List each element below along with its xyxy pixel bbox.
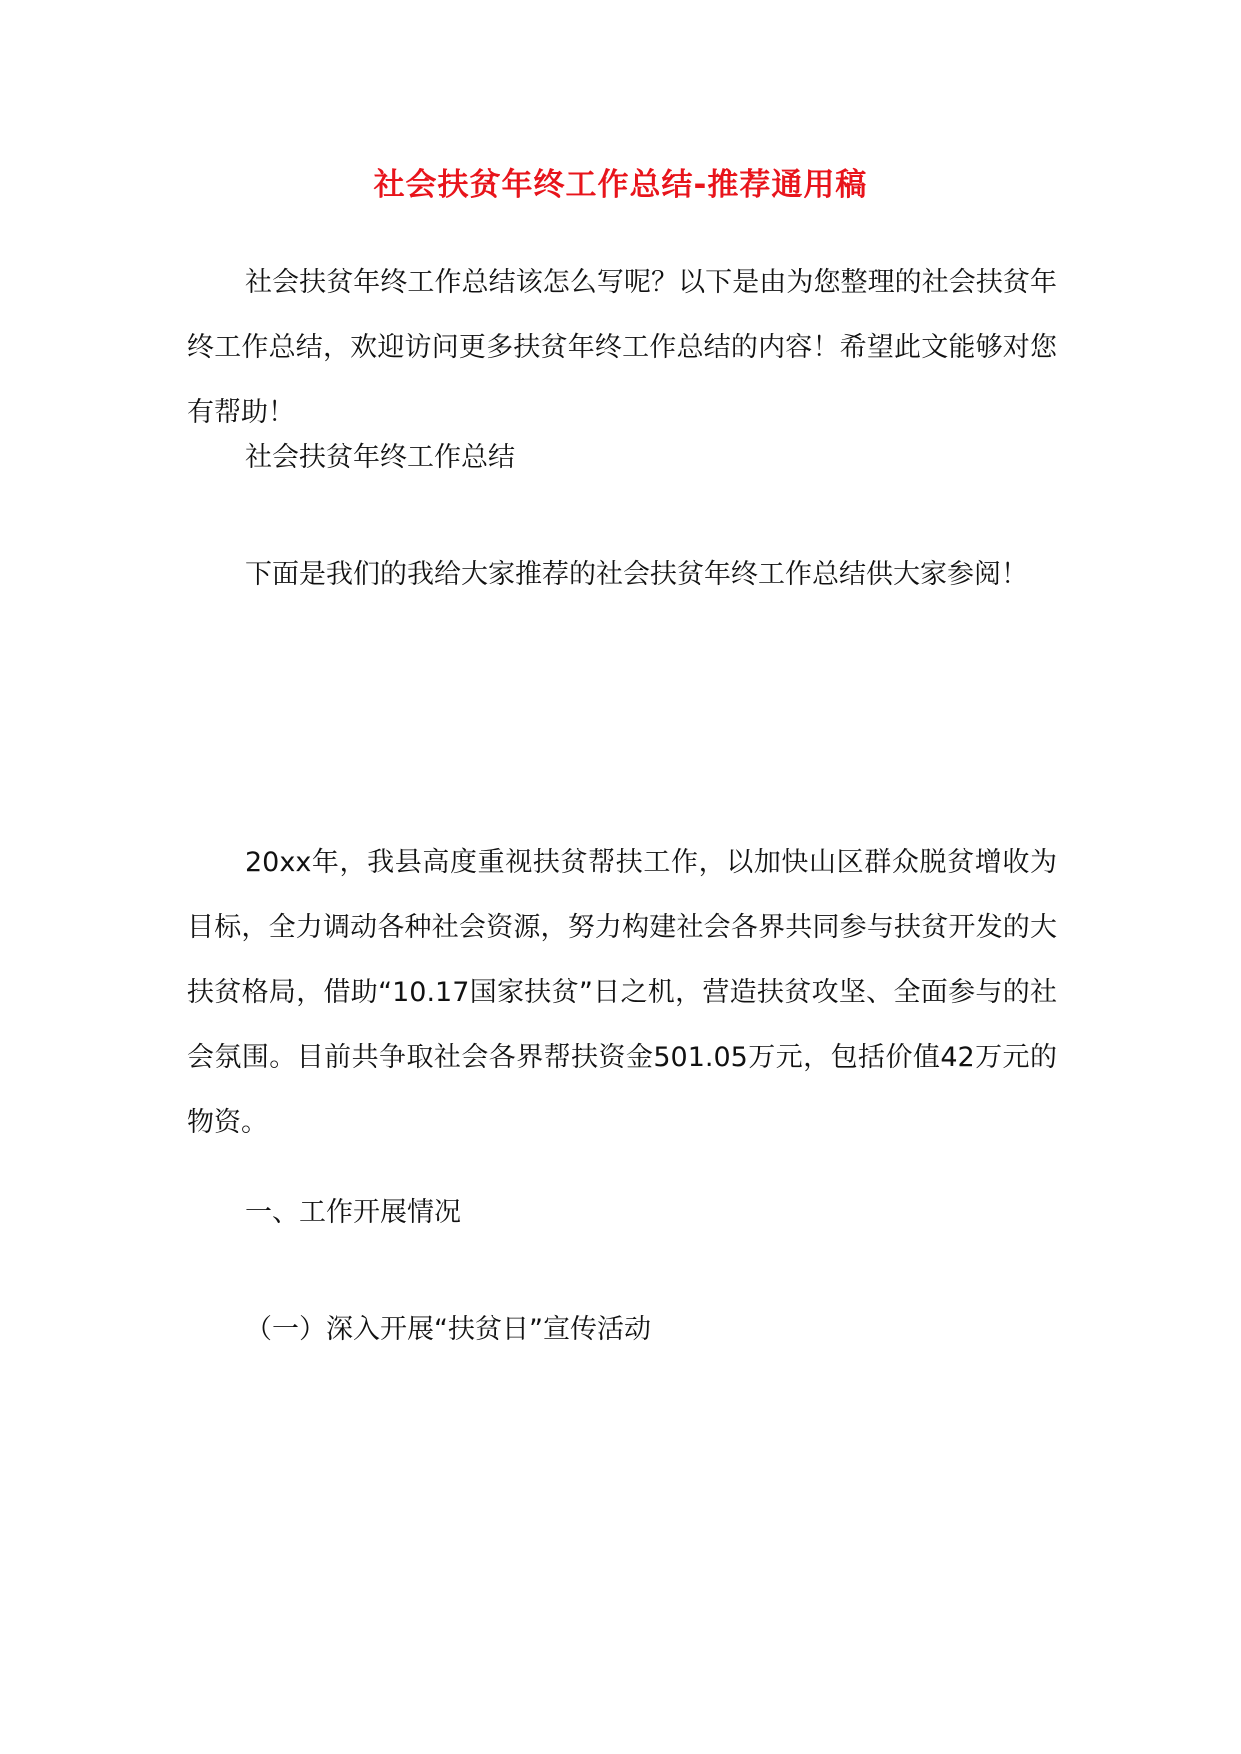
subsection-heading: （一）深入开展“扶贫日”宣传活动 (245, 1314, 651, 1345)
subtitle-line: 社会扶贫年终工作总结 (245, 442, 515, 473)
recommend-paragraph: 下面是我们的我给大家推荐的社会扶贫年终工作总结供大家参阅！ (245, 559, 1028, 590)
section-heading: 一、工作开展情况 (245, 1197, 461, 1228)
document-title: 社会扶贫年终工作总结-推荐通用稿 (373, 167, 868, 203)
intro-paragraph: 社会扶贫年终工作总结该怎么写呢？以下是由为您整理的社会扶贫年终工作总结，欢迎访问更多扶贫年终工作总结的内容！希望此文能够对您有帮助！ (187, 267, 1057, 428)
body-paragraph: 20xx年，我县高度重视扶贫帮扶工作，以加快山区群众脱贫增收为目标，全力调动各种社会资源，努力构建社会各界共同参与扶贫开发的大扶贫格局，借助“10.17国家扶贫”日之机，营造扶贫攻坚、全面参与的社会氛围。目前共争取社会各界帮扶资金501.05万元，包括价值42万元的物资。 (187, 847, 1057, 1138)
